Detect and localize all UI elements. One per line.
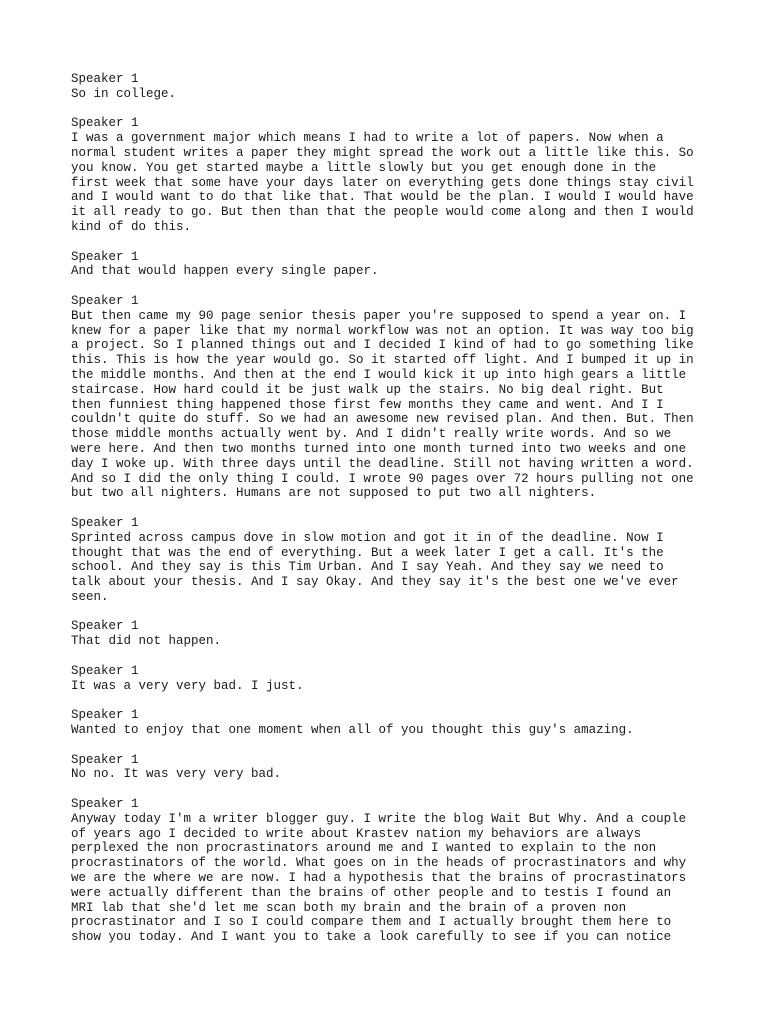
transcript-block-8 bbox=[71, 708, 711, 738]
speaker-label: Speaker 1 bbox=[71, 249, 139, 264]
transcript-line: It was a very very bad. I just. bbox=[71, 678, 304, 693]
transcript-line: kind of do this. bbox=[71, 219, 192, 234]
transcript-line: procrastinator and I so I could compare them and I actually brought them here to bbox=[71, 915, 672, 930]
transcript-line: seen. bbox=[71, 589, 109, 604]
transcript-block-7 bbox=[71, 664, 711, 694]
transcript-line: And that would happen every single paper. bbox=[71, 264, 379, 279]
transcript-line: MRI lab that she'd let me scan both my brain and the brain of a proven non bbox=[71, 900, 627, 915]
transcript-page bbox=[71, 72, 711, 960]
transcript-block-5 bbox=[71, 516, 711, 605]
transcript-line: Anyway today I'm a writer blogger guy. I write the blog Wait But Why. And a couple bbox=[71, 811, 687, 826]
transcript-line: talk about your thesis. And I say Okay. And they say it's the best one we've ever bbox=[71, 575, 679, 590]
speaker-label: Speaker 1 bbox=[71, 663, 139, 678]
speaker-label: Speaker 1 bbox=[71, 116, 139, 131]
transcript-block-10 bbox=[71, 797, 711, 945]
transcript-line: normal student writes a paper they might spread the work out a little like this. So bbox=[71, 145, 694, 160]
transcript-block-4 bbox=[71, 294, 711, 501]
transcript-block-1 bbox=[71, 72, 711, 102]
speaker-label: Speaker 1 bbox=[71, 293, 139, 308]
transcript-line: we are the where we are now. I had a hypothesis that the brains of procrastinators bbox=[71, 871, 687, 886]
transcript-line: then funniest thing happened those first few months they came and went. And I I bbox=[71, 397, 664, 412]
transcript-line: school. And they say is this Tim Urban. And I say Yeah. And they say we need to bbox=[71, 560, 664, 575]
transcript-line: I was a government major which means I had to write a lot of papers. Now when a bbox=[71, 131, 664, 146]
speaker-label: Speaker 1 bbox=[71, 515, 139, 530]
speaker-label: Speaker 1 bbox=[71, 797, 139, 812]
speaker-label: Speaker 1 bbox=[71, 619, 139, 634]
transcript-line: knew for a paper like that my normal workflow was not an option. It was way too big bbox=[71, 323, 694, 338]
transcript-line: it all ready to go. But then than that the people would come along and then I would bbox=[71, 205, 694, 220]
transcript-line: couldn't quite do stuff. So we had an awesome new revised plan. And then. But. Then bbox=[71, 412, 694, 427]
transcript-line: perplexed the non procrastinators around me and I wanted to explain to the non bbox=[71, 841, 657, 856]
speaker-label: Speaker 1 bbox=[71, 708, 139, 723]
transcript-line: this. This is how the year would go. So it started off light. And I bumped it up in bbox=[71, 353, 694, 368]
transcript-line: That did not happen. bbox=[71, 634, 222, 649]
transcript-line: the middle months. And then at the end I would kick it up into high gears a little bbox=[71, 367, 687, 382]
speaker-label: Speaker 1 bbox=[71, 752, 139, 767]
transcript-line: a project. So I planned things out and I decided I kind of had to go something like bbox=[71, 338, 694, 353]
transcript-line: No no. It was very very bad. bbox=[71, 767, 282, 782]
transcript-line: show you today. And I want you to take a look carefully to see if you can notice bbox=[71, 930, 672, 945]
transcript-line: Sprinted across campus dove in slow motion and got it in of the deadline. Now I bbox=[71, 530, 664, 545]
transcript-line: of years ago I decided to write about Krastev nation my behaviors are always bbox=[71, 826, 642, 841]
transcript-line: were here. And then two months turned into one month turned into two weeks and one bbox=[71, 441, 687, 456]
transcript-text: So in college. bbox=[71, 86, 177, 101]
transcript-line: but two all nighters. Humans are not supposed to put two all nighters. bbox=[71, 486, 597, 501]
transcript-line: were actually different than the brains of other people and to testis I found an bbox=[71, 885, 672, 900]
transcript-line: day I woke up. With three days until the deadline. Still not having written a word. bbox=[71, 456, 694, 471]
transcript-line: and I would want to do that like that. That would be the plan. I would I would have bbox=[71, 190, 694, 205]
transcript-line: you know. You get started maybe a little slowly but you get enough done in the bbox=[71, 160, 657, 175]
transcript-block-2 bbox=[71, 116, 711, 234]
transcript-line: Wanted to enjoy that one moment when all of you thought this guy's amazing. bbox=[71, 723, 634, 738]
transcript-line: procrastinators of the world. What goes on in the heads of procrastinators and why bbox=[71, 856, 687, 871]
transcript-line: And so I did the only thing I could. I wrote 90 pages over 72 hours pulling not one bbox=[71, 471, 694, 486]
speaker-label: Speaker 1 bbox=[71, 72, 139, 86]
transcript-line: first week that some have your days later on everything gets done things stay civil bbox=[71, 175, 694, 190]
transcript-block-9 bbox=[71, 753, 711, 783]
transcript-line: those middle months actually went by. And I didn't really write words. And so we bbox=[71, 427, 672, 442]
transcript-line: thought that was the end of everything. But a week later I get a call. It's the bbox=[71, 545, 664, 560]
transcript-block-3 bbox=[71, 250, 711, 280]
transcript-line: staircase. How hard could it be just walk up the stairs. No big deal right. But bbox=[71, 382, 664, 397]
transcript-block-6 bbox=[71, 619, 711, 649]
transcript-line: But then came my 90 page senior thesis paper you're supposed to spend a year on. I bbox=[71, 308, 687, 323]
